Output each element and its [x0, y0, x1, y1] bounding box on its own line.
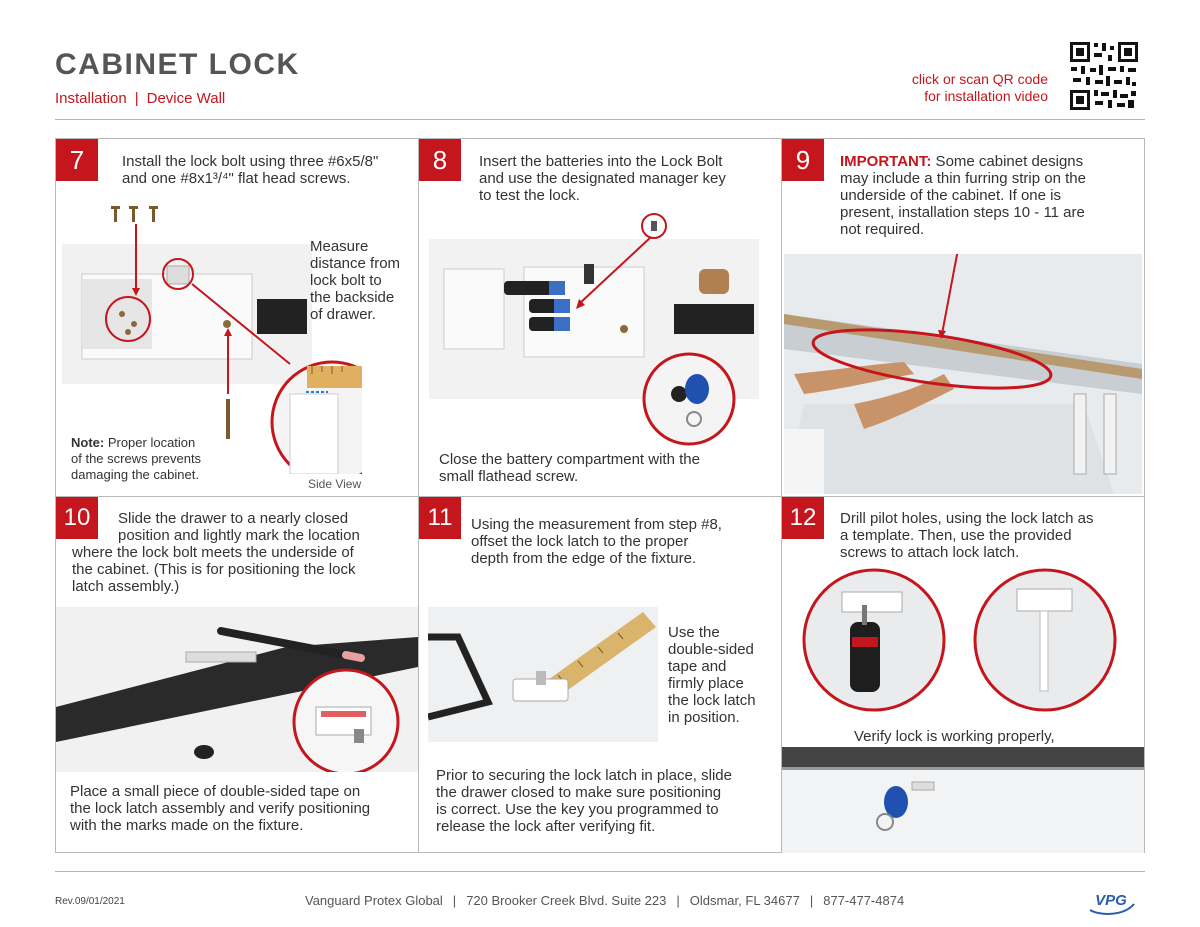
revision-date: Rev.09/01/2021: [55, 896, 125, 907]
step-7-number: 7: [56, 139, 98, 181]
step-7-line2: and one #8x1³/⁴" flat head screws.: [122, 170, 351, 187]
qr-note[interactable]: [828, 71, 1048, 105]
step-10-line1: Slide the drawer to a nearly closed: [118, 510, 349, 527]
header-divider: [55, 119, 1145, 120]
footer-contact: [305, 893, 904, 908]
screw-icon: [651, 221, 657, 231]
measure-line-2: distance from: [310, 255, 401, 272]
page-title: CABINET LOCK: [55, 48, 300, 81]
side-view-label: Side View: [308, 477, 362, 491]
step-10-bottom2: the lock latch assembly and verify positioning: [70, 800, 371, 817]
step-12-panel: [782, 497, 1144, 853]
key-fob-icon: [671, 386, 687, 402]
step-11-photo: [428, 607, 658, 742]
step-11-side-text: [668, 624, 756, 726]
step-12-number: 12: [782, 497, 824, 539]
step-11-bottom2: the drawer closed to make sure positioning: [436, 784, 722, 801]
step-10-line4: the cabinet. (This is for positioning the lock: [72, 561, 356, 578]
footer-sep-1: |: [452, 893, 457, 908]
step-10-line5: latch assembly.): [72, 578, 180, 595]
step-12-line3: screws to attach lock latch.: [840, 544, 1020, 561]
footer-phone[interactable]: 877-477-4874: [823, 893, 905, 908]
side-line-6: in position.: [668, 709, 740, 726]
step-11-bottom1: Prior to securing the lock latch in place, slide: [436, 767, 732, 784]
step-12-line1: Drill pilot holes, using the lock latch as: [840, 510, 1094, 527]
step-10-text: [72, 510, 360, 595]
step-9-line4: present, installation steps 10 - 11 are: [840, 204, 1085, 221]
note-label: Note:: [71, 435, 105, 450]
note-line1: Proper location: [104, 435, 196, 450]
step-12-photo: [782, 747, 1144, 853]
step-11-panel: [419, 497, 781, 853]
footer-divider: [55, 871, 1145, 872]
important-label: IMPORTANT:: [840, 153, 932, 170]
step-11-bottom3: is correct. Use the key you programmed to: [436, 801, 719, 818]
measure-line-5: of drawer.: [310, 306, 376, 323]
step-10-bottom3: with the marks made on the fixture.: [70, 817, 304, 834]
step-11-line3: depth from the edge of the fixture.: [471, 550, 697, 567]
step-10-panel: [56, 497, 418, 853]
instruction-grid: [55, 138, 1145, 853]
subtitle-separator: |: [134, 90, 139, 107]
footer-sep-3: |: [809, 893, 814, 908]
footer-company: Vanguard Protex Global: [305, 893, 443, 908]
step-12-text: [840, 510, 1093, 561]
step-9-panel: [782, 139, 1144, 496]
step-10-line3: where the lock bolt meets the underside of: [72, 544, 354, 561]
step-7-panel: [56, 139, 418, 496]
step-7-text: [122, 153, 378, 187]
step-9-number: 9: [782, 139, 824, 181]
side-line-3: tape and: [668, 658, 727, 675]
step-8-line2: and use the designated manager key: [479, 170, 726, 187]
step-11-line1: Using the measurement from step #8,: [471, 516, 722, 533]
step-12-verify-text: Verify lock is working properly,: [854, 728, 1055, 745]
step-8-bottom-text: [439, 451, 700, 485]
step-8-line3: to test the lock.: [479, 187, 580, 204]
step-9-line2: may include a thin furring strip on the: [840, 170, 1086, 187]
note-line3: damaging the cabinet.: [71, 467, 199, 482]
footer-sep-2: |: [676, 893, 680, 908]
page-subtitle: [55, 90, 225, 107]
step-8-text: [479, 153, 726, 204]
step-11-number: 11: [419, 497, 461, 539]
side-line-1: Use the: [668, 624, 720, 641]
qr-code-icon[interactable]: [1068, 40, 1140, 112]
measure-line-3: lock bolt to: [310, 272, 382, 289]
measure-line-4: the backside: [310, 289, 395, 306]
qr-note-line2: for installation video: [924, 88, 1048, 104]
step-9-text: [840, 153, 1086, 238]
step-10-bottom-text: [70, 783, 370, 834]
step-9-photo: [784, 254, 1142, 494]
step-8-number: 8: [419, 139, 461, 181]
qr-note-line1: click or scan QR code: [911, 71, 1048, 87]
step-8-illustration: [429, 209, 769, 449]
footer-city: Oldsmar, FL 34677: [689, 893, 800, 908]
step-7-note: [71, 435, 201, 483]
side-line-4: firmly place: [668, 675, 744, 692]
step-9-line1: Some cabinet designs: [931, 153, 1084, 170]
step-7-line1: Install the lock bolt using three #6x5/8": [122, 153, 379, 170]
vpg-logo: [1086, 886, 1136, 916]
step-8-bottom1: Close the battery compartment with the: [439, 451, 700, 468]
step-11-bottom4: release the lock after verifying fit.: [436, 818, 656, 835]
subtitle-device-wall: Device Wall: [146, 90, 226, 107]
step-12-circles: [802, 567, 1132, 717]
step-8-bottom2: small flathead screw.: [439, 468, 579, 485]
subtitle-installation: Installation: [55, 90, 127, 107]
step-10-photo: [56, 607, 418, 772]
measure-line-1: Measure: [310, 238, 369, 255]
step-11-line2: offset the lock latch to the proper: [471, 533, 689, 550]
step-8-panel: [419, 139, 781, 496]
step-8-line1: Insert the batteries into the Lock Bolt: [479, 153, 723, 170]
step-9-line5: not required.: [840, 221, 925, 238]
step-10-line2: position and lightly mark the location: [118, 527, 360, 544]
step-11-bottom-text: [436, 767, 732, 835]
step-12-line2: a template. Then, use the provided: [840, 527, 1072, 544]
side-line-5: the lock latch: [668, 692, 756, 709]
vpg-logo-text: VPG: [1095, 892, 1127, 909]
key-fob-icon: [884, 786, 908, 818]
step-7-measure-text: [310, 238, 400, 323]
step-10-bottom1: Place a small piece of double-sided tape on: [70, 783, 361, 800]
footer-address: 720 Brooker Creek Blvd. Suite 223: [466, 893, 667, 908]
step-9-line3: underside of the cabinet. If one is: [840, 187, 1061, 204]
note-line2: of the screws prevents: [71, 451, 202, 466]
screw-icon: [111, 206, 158, 222]
step-10-number: 10: [56, 497, 98, 539]
step-11-text: [471, 516, 722, 567]
side-line-2: double-sided: [668, 641, 754, 658]
